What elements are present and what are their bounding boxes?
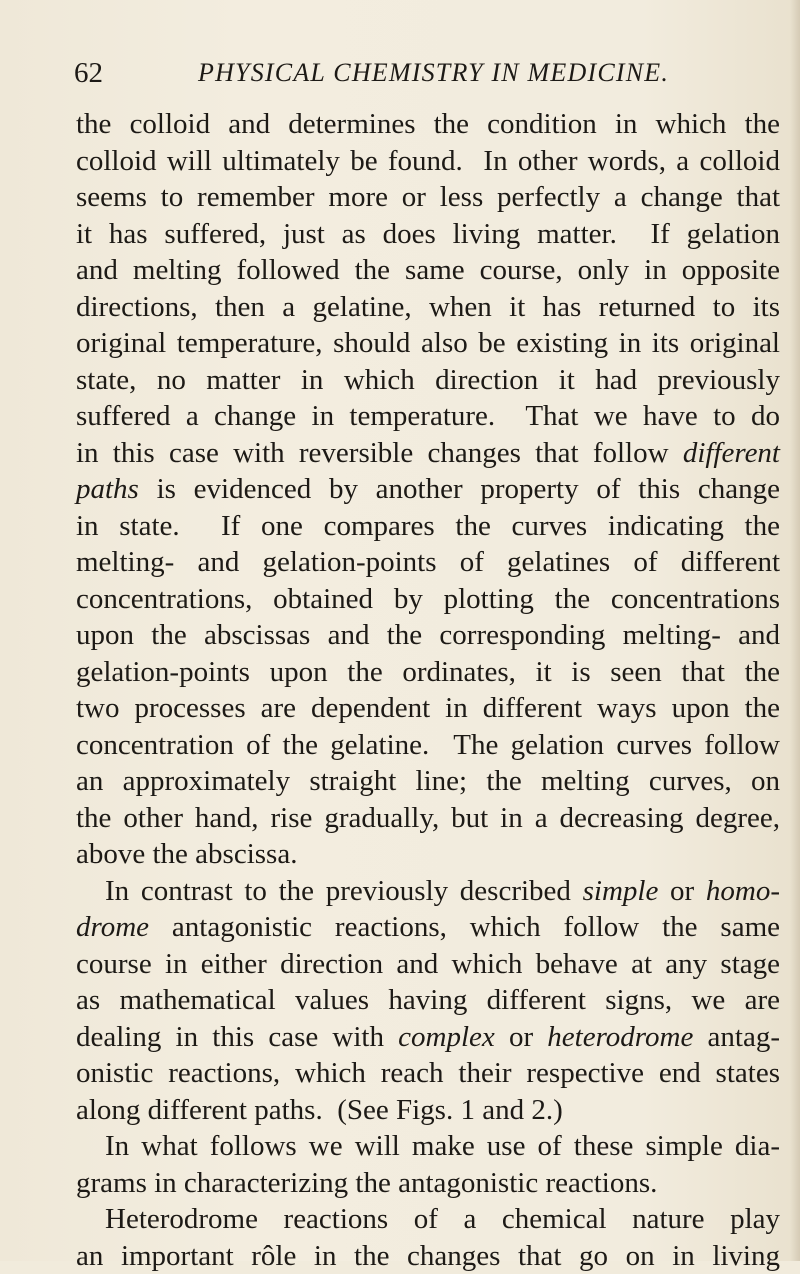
- text-line: [76, 873, 780, 910]
- text-run: and melting followed the same course, only in opposite: [76, 254, 780, 286]
- page-number: 62: [74, 58, 103, 88]
- text-run: colloid will ultimately be found. In other words, a colloid: [76, 145, 780, 177]
- text-run: seems to remember more or less perfectly a change that: [76, 181, 780, 213]
- text-line: [76, 1128, 780, 1165]
- text-line: [76, 179, 780, 216]
- text-line: [76, 1165, 780, 1202]
- text-run: concentrations, obtained by plotting the concentrations: [76, 583, 780, 615]
- text-line: [76, 544, 780, 581]
- text-line: [76, 1201, 780, 1238]
- text-run: along different paths. (See Figs. 1 and 2.): [76, 1094, 563, 1126]
- text-run: as mathematical values having different signs, we are: [76, 984, 780, 1016]
- text-line: [76, 946, 780, 983]
- text-line: [76, 654, 780, 691]
- text-line: [76, 1092, 780, 1129]
- text-run: gelation-points upon the ordinates, it is seen that the: [76, 656, 780, 688]
- text-run: the other hand, rise gradually, but in a decreasing degree,: [76, 802, 780, 834]
- text-run: In contrast to the previously described: [105, 875, 583, 907]
- text-run: In what follows we will make use of these simple dia-: [105, 1130, 780, 1162]
- text-line: [76, 909, 780, 946]
- text-line: [76, 727, 780, 764]
- text-line: [76, 800, 780, 837]
- text-run: concentration of the gelatine. The gelation curves follow: [76, 729, 780, 761]
- text-line: [76, 289, 780, 326]
- text-line: [76, 471, 780, 508]
- italic-term: drome: [76, 911, 149, 943]
- text-run: grams in characterizing the antagonistic reactions.: [76, 1167, 657, 1199]
- text-run: antag-: [693, 1021, 780, 1053]
- text-run: melting- and gelation-points of gelatines of different: [76, 546, 780, 578]
- text-run: dealing in this case with: [76, 1021, 398, 1053]
- text-run: or: [658, 875, 706, 907]
- text-run: or: [495, 1021, 548, 1053]
- text-line: [76, 106, 780, 143]
- text-run: original temperature, should also be existing in its original: [76, 327, 780, 359]
- text-run: onistic reactions, which reach their respective end states: [76, 1057, 780, 1089]
- running-head: PHYSICAL CHEMISTRY IN MEDICINE.: [198, 58, 669, 88]
- text-line: [76, 617, 780, 654]
- italic-term: paths: [76, 473, 139, 505]
- text-line: [76, 836, 780, 873]
- italic-term: complex: [398, 1021, 495, 1053]
- text-line: [76, 763, 780, 800]
- text-run: it has suffered, just as does living matter. If gelation: [76, 218, 780, 250]
- text-line: [76, 398, 780, 435]
- text-run: upon the abscissas and the corresponding melting- and: [76, 619, 780, 651]
- text-run: two processes are dependent in different ways upon the: [76, 692, 780, 724]
- text-line: [76, 216, 780, 253]
- text-run: state, no matter in which direction it had previously: [76, 364, 780, 396]
- italic-term: simple: [583, 875, 659, 907]
- text-line: [76, 252, 780, 289]
- text-run: above the abscissa.: [76, 838, 297, 870]
- text-run: an important rôle in the changes that go on in living: [76, 1240, 780, 1272]
- text-run: course in either direction and which behave at any stage: [76, 948, 780, 980]
- text-line: [76, 581, 780, 618]
- italic-term: different: [683, 437, 780, 469]
- text-line: [76, 435, 780, 472]
- text-run: directions, then a gelatine, when it has returned to its: [76, 291, 780, 323]
- text-line: [76, 982, 780, 1019]
- text-run: is evidenced by another property of this change: [139, 473, 780, 505]
- text-line: [76, 362, 780, 399]
- text-run: suffered a change in temperature. That we have to do: [76, 400, 780, 432]
- text-run: antagonistic reactions, which follow the same: [149, 911, 780, 943]
- text-line: [76, 1055, 780, 1092]
- text-line: [76, 690, 780, 727]
- text-line: [76, 508, 780, 545]
- text-line: [76, 325, 780, 362]
- text-run: in state. If one compares the curves indicating the: [76, 510, 780, 542]
- page-edge-shadow: [790, 0, 800, 1261]
- text-run: Heterodrome reactions of a chemical nature play: [105, 1203, 780, 1235]
- page-header: [74, 58, 774, 98]
- text-run: an approximately straight line; the melting curves, on: [76, 765, 780, 797]
- italic-term: homo-: [706, 875, 780, 907]
- body-text: [76, 106, 780, 1274]
- text-line: [76, 143, 780, 180]
- text-run: in this case with reversible changes that follow: [76, 437, 683, 469]
- italic-term: heterodrome: [547, 1021, 693, 1053]
- text-line: [76, 1238, 780, 1274]
- text-line: [76, 1019, 780, 1056]
- text-run: the colloid and determines the condition in which the: [76, 108, 780, 140]
